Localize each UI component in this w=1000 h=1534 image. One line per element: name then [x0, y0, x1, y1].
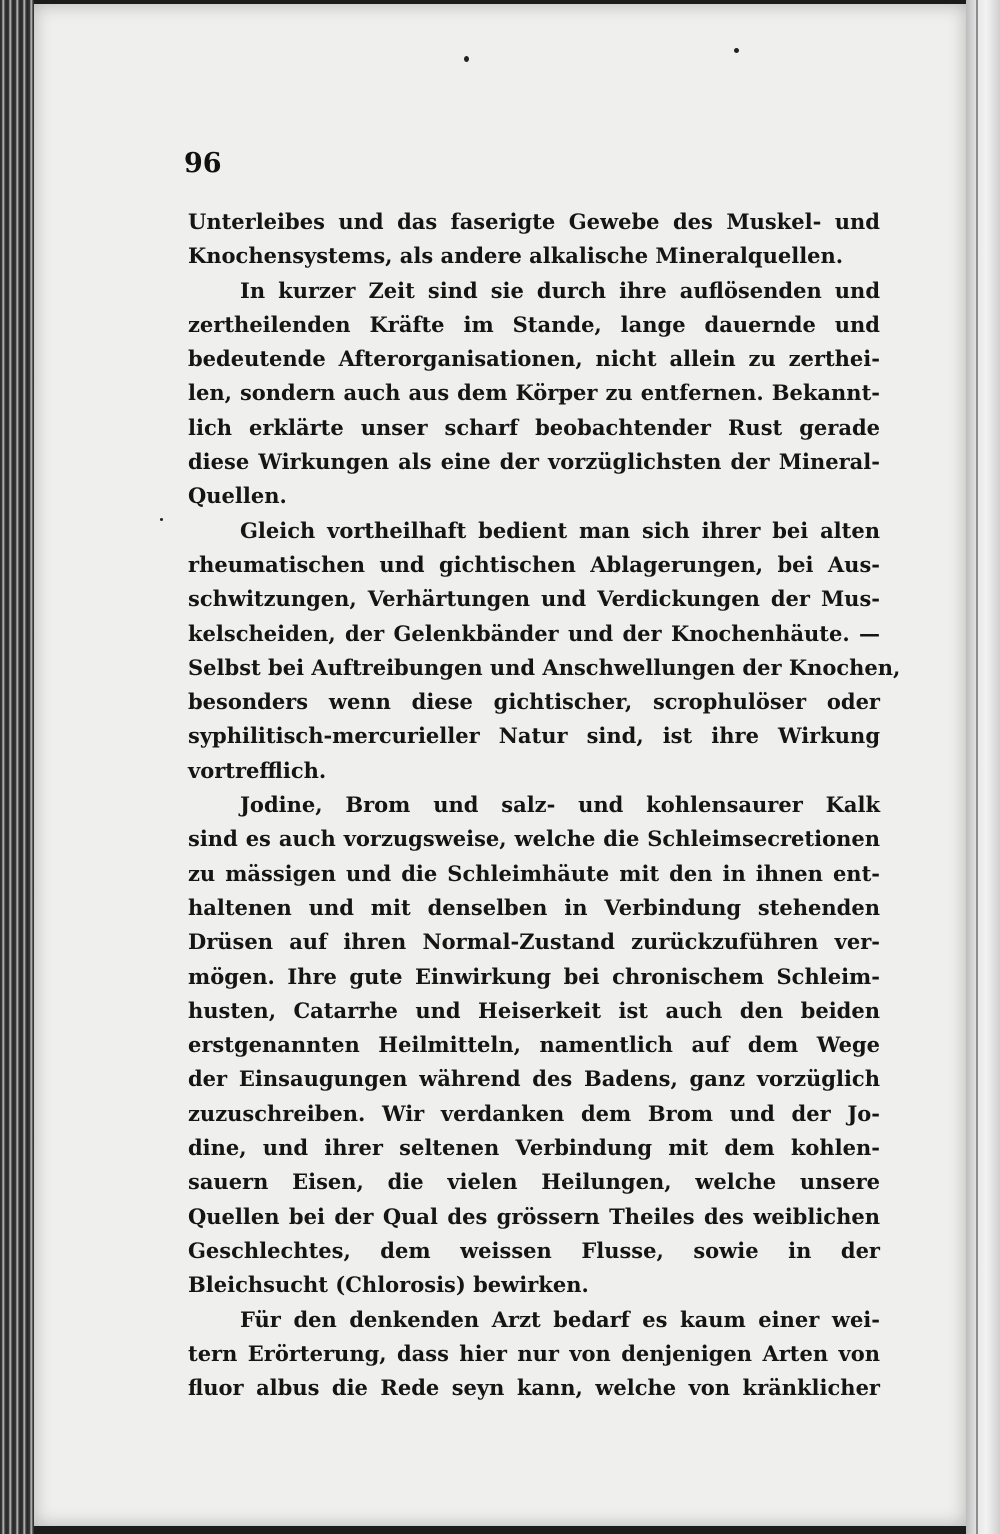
text-line: Geschlechtes, dem weissen Flusse, sowie in der: [188, 1237, 880, 1263]
book-gutter-edge: [0, 0, 34, 1534]
text-line: erstgenannten Heilmitteln, namentlich auf dem Wege: [188, 1032, 880, 1058]
page-crease: [976, 0, 978, 1534]
text-line: Bleichsucht (Chlorosis) bewirken.: [188, 1272, 589, 1298]
text-line: vortrefflich.: [188, 757, 327, 783]
page-number: 96: [184, 148, 222, 179]
text-line: bedeutende Afterorganisationen, nicht allein zu zerthei-: [188, 346, 880, 372]
text-line: rheumatischen und gichtischen Ablagerungen, bei Aus-: [188, 551, 880, 577]
text-line: der Einsaugungen während des Badens, ganz vorzüglich: [188, 1066, 880, 1092]
text-line: Unterleibes und das faserigte Gewebe des Muskel- und: [188, 209, 880, 234]
text-line: zu mässigen und die Schleimhäute mit den in ihnen ent-: [188, 860, 880, 886]
text-line: Knochensystems, als andere alkalische Mineralquellen.: [188, 243, 844, 269]
ink-speck: [160, 518, 163, 521]
text-line: besonders wenn diese gichtischer, scrophulöser oder: [188, 689, 880, 715]
text-line: sind es auch vorzugsweise, welche die Schleimsecretionen: [188, 826, 880, 852]
text-line: dine, und ihrer seltenen Verbindung mit dem kohlen-: [188, 1135, 880, 1161]
text-line: kelscheiden, der Gelenkbänder und der Knochenhäute. —: [188, 620, 880, 646]
text-line: schwitzungen, Verhärtungen und Verdickungen der Mus-: [188, 586, 880, 612]
text-line: Drüsen auf ihren Normal-Zustand zurückzuführen ver-: [188, 929, 880, 955]
text-line: mögen. Ihre gute Einwirkung bei chronischem Schleim-: [188, 963, 880, 989]
text-line: Gleich vortheilhaft bedient man sich ihrer bei alten: [240, 517, 880, 543]
text-line: lich erklärte unser scharf beobachtender Rust gerade: [188, 414, 880, 440]
text-line: haltenen und mit denselben in Verbindung stehenden: [188, 894, 880, 920]
text-line: len, sondern auch aus dem Körper zu entfernen. Bekannt-: [188, 380, 880, 406]
text-line: Jodine, Brom und salz- und kohlensaurer Kalk: [240, 792, 880, 818]
text-line: husten, Catarrhe und Heiserkeit ist auch den beiden: [188, 997, 880, 1023]
text-line: zuzuschreiben. Wir verdanken dem Brom und der Jo-: [188, 1100, 880, 1126]
ink-speck: [464, 56, 469, 62]
text-line: Quellen bei der Qual des grössern Theiles des weiblichen: [188, 1203, 880, 1229]
page-stack-edge: [966, 0, 1000, 1534]
text-line: fluor albus die Rede seyn kann, welche von kränklicher: [188, 1375, 880, 1401]
text-line: Für den denkenden Arzt bedarf es kaum einer wei-: [240, 1306, 880, 1332]
text-line: tern Erörterung, dass hier nur von denjenigen Arten von: [188, 1340, 880, 1366]
ink-speck: [734, 48, 739, 53]
text-line: sauern Eisen, die vielen Heilungen, welche unsere: [188, 1169, 880, 1195]
text-line: syphilitisch-mercurieller Natur sind, ist ihre Wirkung: [188, 723, 880, 749]
body-text: [188, 205, 901, 1405]
text-line: Selbst bei Auftreibungen und Anschwellungen der Knochen,: [188, 654, 901, 680]
text-line: In kurzer Zeit sind sie durch ihre auflösenden und: [240, 277, 880, 303]
text-line: diese Wirkungen als eine der vorzüglichsten der Mineral-: [188, 449, 880, 475]
text-line: zertheilenden Kräfte im Stande, lange dauernde und: [188, 311, 880, 337]
text-line: Quellen.: [188, 483, 287, 509]
